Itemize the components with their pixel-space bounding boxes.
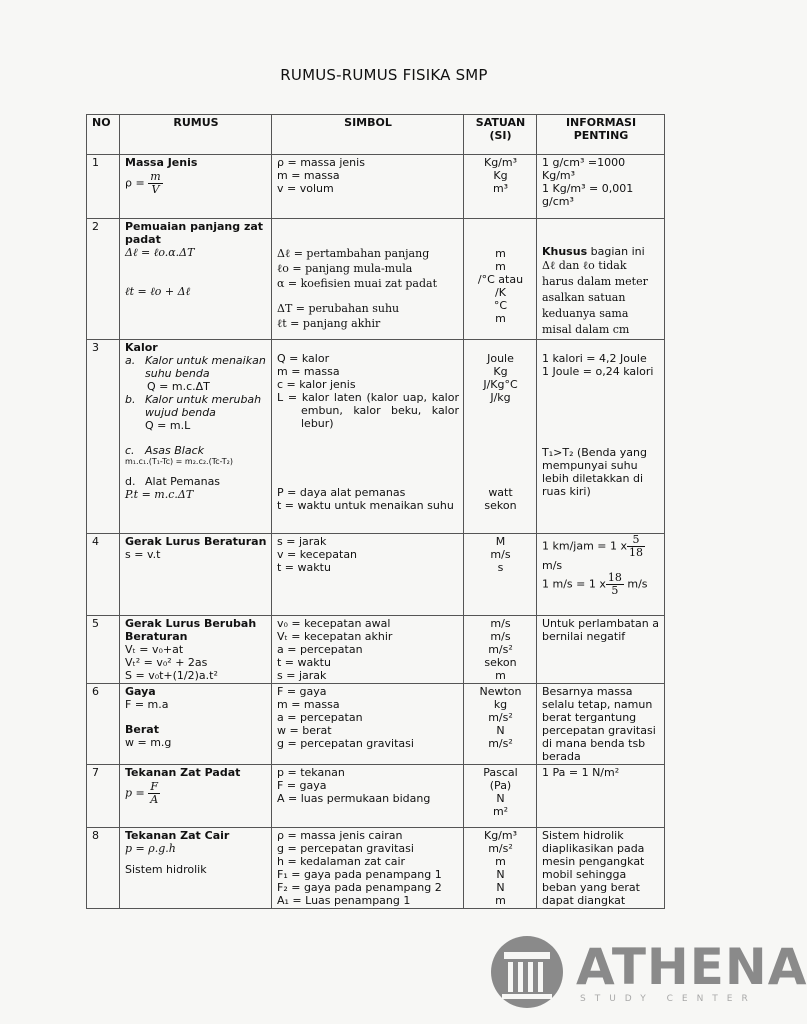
satuan-cell: M m/s s xyxy=(464,534,537,616)
info-cell: 1 g/cm³ =1000 Kg/m³ 1 Kg/m³ = 0,001 g/cm³ xyxy=(537,155,665,219)
table-row xyxy=(87,340,665,534)
simbol-cell: s = jarak v = kecepatan t = waktu xyxy=(272,534,464,616)
simbol-cell: v₀ = kecepatan awal Vₜ = kecepatan akhir a = percepatan t = waktu s = jarak xyxy=(272,616,464,684)
row-number: 8 xyxy=(87,828,120,909)
simbol-cell: ρ = massa jenis cairan g = percepatan gravitasi h = kedalaman zat cair F₁ = gaya pada penampang 1 F₂ = gaya pada penampang 2 A₁ = Luas penampang 1 xyxy=(272,828,464,909)
table-row xyxy=(87,616,665,684)
kmh-conversion-fraction: $\frac{5}{18}$ xyxy=(629,533,644,559)
table-row xyxy=(87,155,665,219)
info-cell: Besarnya massa selalu tetap, namun berat tergantung percepatan gravitasi di mana benda tsb berada xyxy=(537,684,665,765)
rumus-cell: Kalor a. Kalor untuk menaikan suhu benda Q = m.c.ΔT b. Kalor untuk merubah wujud benda Q = m.L c. Asas Black m₁.c₁.(T₁-Tc) = m₂.c₂.(Tc-T₂) d. Alat Pemanas P.t = m.c.ΔT xyxy=(120,340,272,534)
formula-table xyxy=(86,114,665,909)
density-fraction: $\frac{m}{V}$ xyxy=(150,170,161,196)
rumus-cell: Tekanan Zat Cair p = ρ.g.h Sistem hidrolik xyxy=(120,828,272,909)
rumus-cell: Gerak Lurus Beraturan s = v.t xyxy=(120,534,272,616)
row-number: 2 xyxy=(87,219,120,340)
table-row xyxy=(87,765,665,828)
satuan-cell: Kg/m³ m/s² m N N m xyxy=(464,828,537,909)
rumus-title: Massa Jenis xyxy=(125,156,198,169)
rumus-cell: Pemuaian panjang zat padat Δℓ = ℓo.α.ΔT ℓt = ℓo + Δℓ xyxy=(120,219,272,340)
row-number: 5 xyxy=(87,616,120,684)
simbol-cell: ρ = massa jenis m = massa v = volum xyxy=(272,155,464,219)
simbol-cell: Q = kalor m = massa c = kalor jenis L = kalor laten (kalor uap, kalor embun, kalor beku, kalor lebur) P = daya alat pemanas t = waktu untuk menaikan suhu xyxy=(272,340,464,534)
satuan-cell: m/s m/s m/s² sekon m xyxy=(464,616,537,684)
header-satuan: SATUAN (SI) xyxy=(464,115,537,155)
satuan-cell: Newton kg m/s² N m/s² xyxy=(464,684,537,765)
header-info: INFORMASI PENTING xyxy=(537,115,665,155)
table-row xyxy=(87,534,665,616)
pressure-fraction: $\frac{F}{A}$ xyxy=(150,780,159,806)
logo-name: ATHENA xyxy=(576,938,807,996)
rumus-cell: Gaya F = m.a Berat w = m.g xyxy=(120,684,272,765)
satuan-cell: Joule Kg J/Kg°C J/kg watt sekon xyxy=(464,340,537,534)
simbol-cell: Δℓ = pertambahan panjang ℓo = panjang mula-mula α = koefisien muai zat padat ΔT = perubahan suhu ℓt = panjang akhir xyxy=(272,219,464,340)
row-number: 1 xyxy=(87,155,120,219)
table-row xyxy=(87,684,665,765)
table-row xyxy=(87,828,665,909)
rumus-cell: Gerak Lurus Berubah Beraturan Vₜ = v₀+at Vₜ² = v₀² + 2as S = v₀t+(1/2)a.t² xyxy=(120,616,272,684)
table-header-row xyxy=(87,115,665,155)
row-number: 7 xyxy=(87,765,120,828)
rumus-cell: Massa Jenis ρ = $\frac{m}{V}$ xyxy=(120,155,272,219)
info-cell: 1 km/jam = 1 x $\frac{5}{18}$ m/s 1 m/s = 1 x $\frac{18}{5}$ m/s xyxy=(537,534,665,616)
logo-subtitle: STUDY CENTER xyxy=(580,994,757,1004)
info-cell: Sistem hidrolik diaplikasikan pada mesin pengangkat mobil sehingga beban yang berat dapat diangkat xyxy=(537,828,665,909)
header-simbol: SIMBOL xyxy=(272,115,464,155)
page-title: RUMUS-RUMUS FISIKA SMP xyxy=(280,66,488,84)
info-cell: Khusus bagian ini Δℓ dan ℓo tidak harus dalam meter asalkan satuan keduanya sama misal dalam cm xyxy=(537,219,665,340)
satuan-cell: m m /°C atau /K °C m xyxy=(464,219,537,340)
row-number: 3 xyxy=(87,340,120,534)
simbol-cell: F = gaya m = massa a = percepatan w = berat g = percepatan gravitasi xyxy=(272,684,464,765)
info-cell: 1 Pa = 1 N/m² xyxy=(537,765,665,828)
header-no: NO xyxy=(87,115,120,155)
satuan-cell: Kg/m³ Kg m³ xyxy=(464,155,537,219)
table-row xyxy=(87,219,665,340)
info-cell: Untuk perlambatan a bernilai negatif xyxy=(537,616,665,684)
row-number: 6 xyxy=(87,684,120,765)
ms-conversion-fraction: $\frac{18}{5}$ xyxy=(607,571,622,597)
row-number: 4 xyxy=(87,534,120,616)
header-rumus: RUMUS xyxy=(120,115,272,155)
satuan-cell: Pascal (Pa) N m² xyxy=(464,765,537,828)
info-cell: 1 kalori = 4,2 Joule 1 Joule = o,24 kalori T₁>T₂ (Benda yang mempunyai suhu lebih diletakkan di ruas kiri) xyxy=(537,340,665,534)
rumus-cell: Tekanan Zat Padat p = $\frac{F}{A}$ xyxy=(120,765,272,828)
simbol-cell: p = tekanan F = gaya A = luas permukaan bidang xyxy=(272,765,464,828)
